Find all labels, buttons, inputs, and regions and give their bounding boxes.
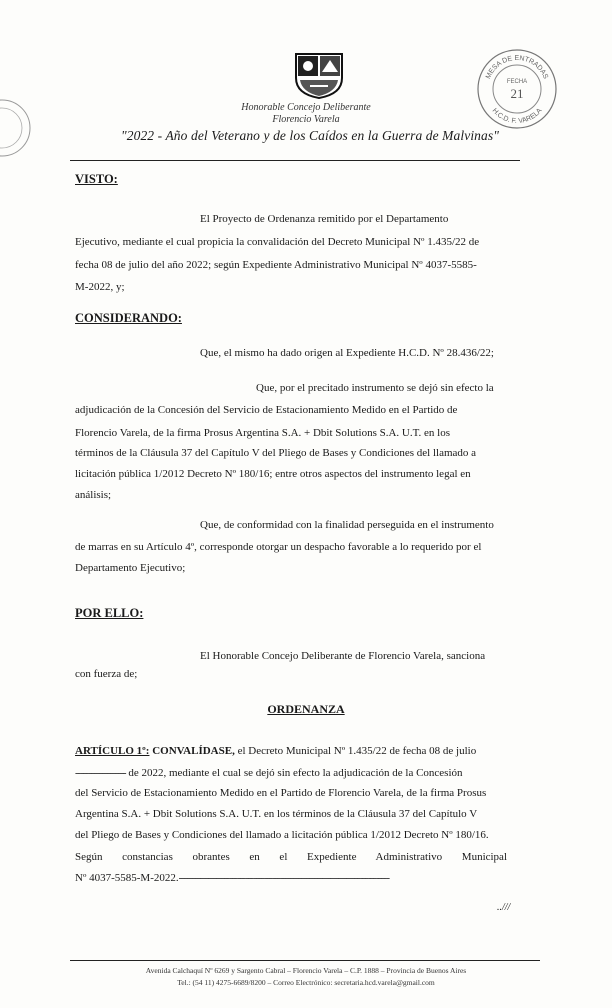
- article-1-line: [75, 872, 515, 884]
- por-ello-heading: POR ELLO:: [75, 606, 144, 620]
- considerando-p2-line: licitación pública 1/2012 Decreto Nº 180/16; entre otros aspectos del instrumento legal en: [75, 468, 471, 480]
- footer-address: Avenida Calchaquí Nº 6269 y Sargento Cabral – Florencio Varela – C.P. 1888 – Provincia de Buenos Aires: [145, 966, 467, 975]
- institution-name: Honorable Concejo Deliberante: [241, 102, 371, 113]
- city-name: Florencio Varela: [272, 114, 340, 125]
- considerando-p1: Que, el mismo ha dado origen al Expediente H.C.D. Nº 28.436/22;: [200, 347, 494, 359]
- considerando-p2-line: Que, por el precitado instrumento se dejó sin efecto la: [256, 382, 494, 394]
- visto-heading: VISTO:: [75, 172, 118, 186]
- year-motto: "2022 - Año del Veterano y de los Caídos en la Guerra de Malvinas": [120, 128, 499, 143]
- svg-text:H.C.D. F. VARELA: [491, 107, 544, 125]
- article-1-verb: CONVALÍDASE,: [152, 745, 235, 757]
- receipt-stamp: [476, 48, 558, 130]
- article-1-line: del Servicio de Estacionamiento Medido en el Partido de Florencio Varela, de la firma Prosus: [75, 787, 487, 799]
- article-1-line: [75, 767, 463, 779]
- svg-text:MESA DE ENTRADAS: [485, 55, 549, 80]
- ordenanza-title: ORDENANZA: [267, 702, 345, 716]
- considerando-p2-line: términos de la Cláusula 37 del Capítulo V del Pliego de Bases y Condiciones del llamado a: [75, 447, 477, 459]
- por-ello-line: El Honorable Concejo Deliberante de Florencio Varela, sanciona: [200, 650, 486, 662]
- footer-rule: [70, 960, 540, 961]
- considerando-heading: CONSIDERANDO:: [75, 311, 182, 325]
- considerando-p2-line: análisis;: [75, 489, 112, 501]
- por-ello-line: con fuerza de;: [75, 668, 138, 680]
- stamp-bottom-text: H.C.D. F. VARELA: [490, 107, 544, 126]
- article-1-line: Según constancias obrantes en el Expediente Administrativo Municipal: [75, 851, 507, 863]
- article-1-text: el Decreto Municipal Nº 1.435/22 de fecha 08 de julio: [237, 745, 477, 757]
- header-rule: [70, 160, 520, 161]
- stamp-top-text: MESA DE ENTRADAS: [484, 54, 549, 81]
- partial-stamp-left: [0, 98, 38, 158]
- visto-line: M-2022, y;: [75, 281, 125, 293]
- article-1-line: Argentina S.A. + Dbit Solutions S.A. U.T. en los términos de la Cláusula 37 del Capítulo V: [75, 808, 478, 820]
- stamp-date-value: 21: [510, 86, 524, 101]
- municipal-crest-icon: [292, 50, 346, 100]
- article-1-dashes: -------------------------------------------------------------------------------: [178, 872, 390, 884]
- visto-line: fecha 08 de julio del año 2022; según Expediente Administrativo Municipal Nº 4037-5585-: [75, 259, 477, 271]
- visto-line: Ejecutivo, mediante el cual propicia la convalidación del Decreto Municipal Nº 1.435/22 de: [75, 236, 480, 248]
- considerando-p3-line: Que, de conformidad con la finalidad perseguida en el instrumento: [200, 519, 494, 531]
- considerando-p3-line: de marras en su Artículo 4º, corresponde otorgar un despacho favorable a lo requerido por el: [75, 541, 482, 553]
- page-continuation: ..///: [497, 902, 511, 913]
- article-1-line: [75, 745, 476, 757]
- stamp-date-label: FECHA: [506, 79, 528, 85]
- considerando-p3-line: Departamento Ejecutivo;: [75, 562, 186, 574]
- visto-line: El Proyecto de Ordenanza remitido por el Departamento: [200, 213, 449, 225]
- considerando-p2-line: adjudicación de la Concesión del Servicio de Estacionamiento Medido en el Partido de: [75, 404, 458, 416]
- article-1-dashes: -------------------: [75, 767, 126, 779]
- article-1-expediente: Nº 4037-5585-M-2022.: [75, 872, 179, 884]
- article-1-label: ARTÍCULO 1º:: [75, 745, 150, 757]
- considerando-p2-line: Florencio Varela, de la firma Prosus Argentina S.A. + Dbit Solutions S.A. U.T. en los: [75, 427, 450, 439]
- article-1-text: de 2022, mediante el cual se dejó sin efecto la adjudicación de la Concesión: [128, 767, 463, 779]
- footer-contact: Tel.: (54 11) 4275-6689/8200 – Correo Electrónico: secretaria.hcd.varela@gmail.com: [177, 978, 435, 987]
- article-1-line: del Pliego de Bases y Condiciones del llamado a licitación pública 1/2012 Decreto Nº 180/16.: [75, 829, 489, 841]
